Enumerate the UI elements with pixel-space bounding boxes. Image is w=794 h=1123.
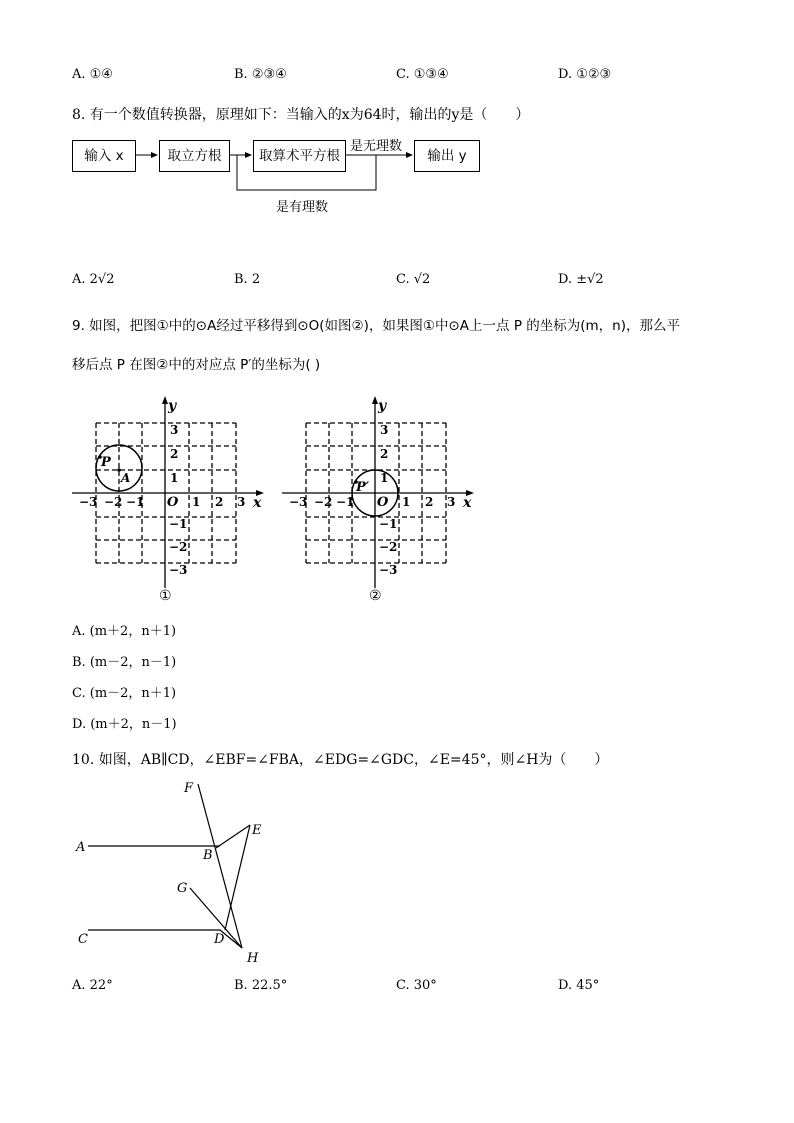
flow-input-box: 输入 x bbox=[72, 140, 136, 172]
y-tick: 3 bbox=[380, 423, 389, 437]
x-tick: −3 bbox=[289, 495, 308, 509]
y-tick: −1 bbox=[169, 517, 188, 531]
origin-label: O bbox=[377, 495, 389, 510]
label-e: E bbox=[252, 823, 262, 838]
q9-option-a: A. (m＋2，n＋1) bbox=[72, 624, 177, 639]
q9-stem-line2: 移后点 P 在图②中的对应点 P′的坐标为( ) bbox=[72, 357, 321, 373]
q9-figure-2 bbox=[270, 390, 490, 610]
q10-option-c: C. 30° bbox=[396, 978, 437, 993]
y-tick: 1 bbox=[380, 471, 389, 485]
y-tick: −2 bbox=[169, 540, 188, 554]
q9-option-d: D. (m＋2，n－1) bbox=[72, 717, 177, 732]
q8-option-a: A. 2√2 bbox=[72, 272, 115, 287]
label-d: D bbox=[214, 932, 225, 947]
x-tick: −2 bbox=[104, 495, 123, 509]
q8-stem: 8. 有一个数值转换器，原理如下：当输入的x为64时，输出的y是（ ） bbox=[72, 107, 530, 123]
x-axis-label: x bbox=[463, 495, 472, 511]
flowchart-arrows bbox=[0, 0, 794, 230]
x-tick: 3 bbox=[237, 495, 246, 509]
q9-option-b: B. (m－2，n－1) bbox=[72, 655, 177, 670]
flow-output-box: 输出 y bbox=[414, 140, 480, 172]
point-p-label: P bbox=[101, 455, 111, 470]
q10-option-a: A. 22° bbox=[72, 978, 113, 993]
q7-option-c: C. ①③④ bbox=[396, 67, 449, 82]
q10-figure bbox=[60, 770, 290, 970]
label-b: B bbox=[203, 848, 213, 863]
q8-option-c: C. √2 bbox=[396, 272, 431, 287]
q8-option-b: B. 2 bbox=[234, 272, 261, 287]
point-p-prime-label: P′ bbox=[356, 480, 370, 495]
flow-rational-label: 是有理数 bbox=[276, 200, 329, 215]
q10-stem: 10. 如图，AB∥CD，∠EBF=∠FBA，∠EDG=∠GDC，∠E=45°，则∠H为（ ） bbox=[72, 752, 609, 768]
figure-2-label: ② bbox=[369, 588, 382, 604]
axes bbox=[72, 400, 260, 588]
x-tick: 2 bbox=[215, 495, 224, 509]
x-tick: 1 bbox=[402, 495, 411, 509]
q7-option-b: B. ②③④ bbox=[234, 67, 287, 82]
figure-1-label: ① bbox=[159, 588, 172, 604]
flow-square-root-box: 取算术平方根 bbox=[253, 140, 346, 172]
x-tick: 1 bbox=[192, 495, 201, 509]
x-tick: −1 bbox=[126, 495, 145, 509]
q10-option-b: B. 22.5° bbox=[234, 978, 288, 993]
label-g: G bbox=[177, 881, 188, 896]
x-tick: −2 bbox=[314, 495, 333, 509]
x-tick: −3 bbox=[79, 495, 98, 509]
y-tick: 2 bbox=[380, 447, 389, 461]
y-tick: 1 bbox=[170, 471, 179, 485]
q7-option-a: A. ①④ bbox=[72, 67, 113, 82]
x-axis-label: x bbox=[253, 495, 262, 511]
x-tick: −1 bbox=[336, 495, 355, 509]
q10-option-d: D. 45° bbox=[558, 978, 600, 993]
y-axis-label: y bbox=[168, 398, 177, 414]
q7-option-d: D. ①②③ bbox=[558, 67, 612, 82]
x-tick: 2 bbox=[425, 495, 434, 509]
label-c: C bbox=[78, 932, 88, 947]
y-tick: −3 bbox=[379, 563, 398, 577]
point-a-label: A bbox=[121, 471, 131, 485]
q8-option-d: D. ±√2 bbox=[558, 272, 604, 287]
flow-cube-root-box: 取立方根 bbox=[159, 140, 230, 172]
axes bbox=[282, 400, 470, 588]
q9-stem-line1: 9. 如图，把图①中的⊙A经过平移得到⊙O(如图②)，如果图①中⊙A上一点 P 的坐标为(m，n)，那么平 bbox=[72, 318, 681, 334]
y-tick: 3 bbox=[170, 423, 179, 437]
x-tick: 3 bbox=[447, 495, 456, 509]
label-f: F bbox=[184, 781, 194, 796]
y-tick: −2 bbox=[379, 540, 398, 554]
label-h: H bbox=[247, 951, 259, 966]
y-tick: 2 bbox=[170, 447, 179, 461]
q9-option-c: C. (m－2，n＋1) bbox=[72, 686, 177, 701]
q9-figure-1 bbox=[60, 390, 280, 610]
y-tick: −1 bbox=[379, 517, 398, 531]
label-a: A bbox=[76, 840, 86, 855]
y-axis-label: y bbox=[378, 398, 387, 414]
flow-irrational-label: 是无理数 bbox=[350, 139, 403, 154]
origin-label: O bbox=[167, 495, 179, 510]
y-tick: −3 bbox=[169, 563, 188, 577]
